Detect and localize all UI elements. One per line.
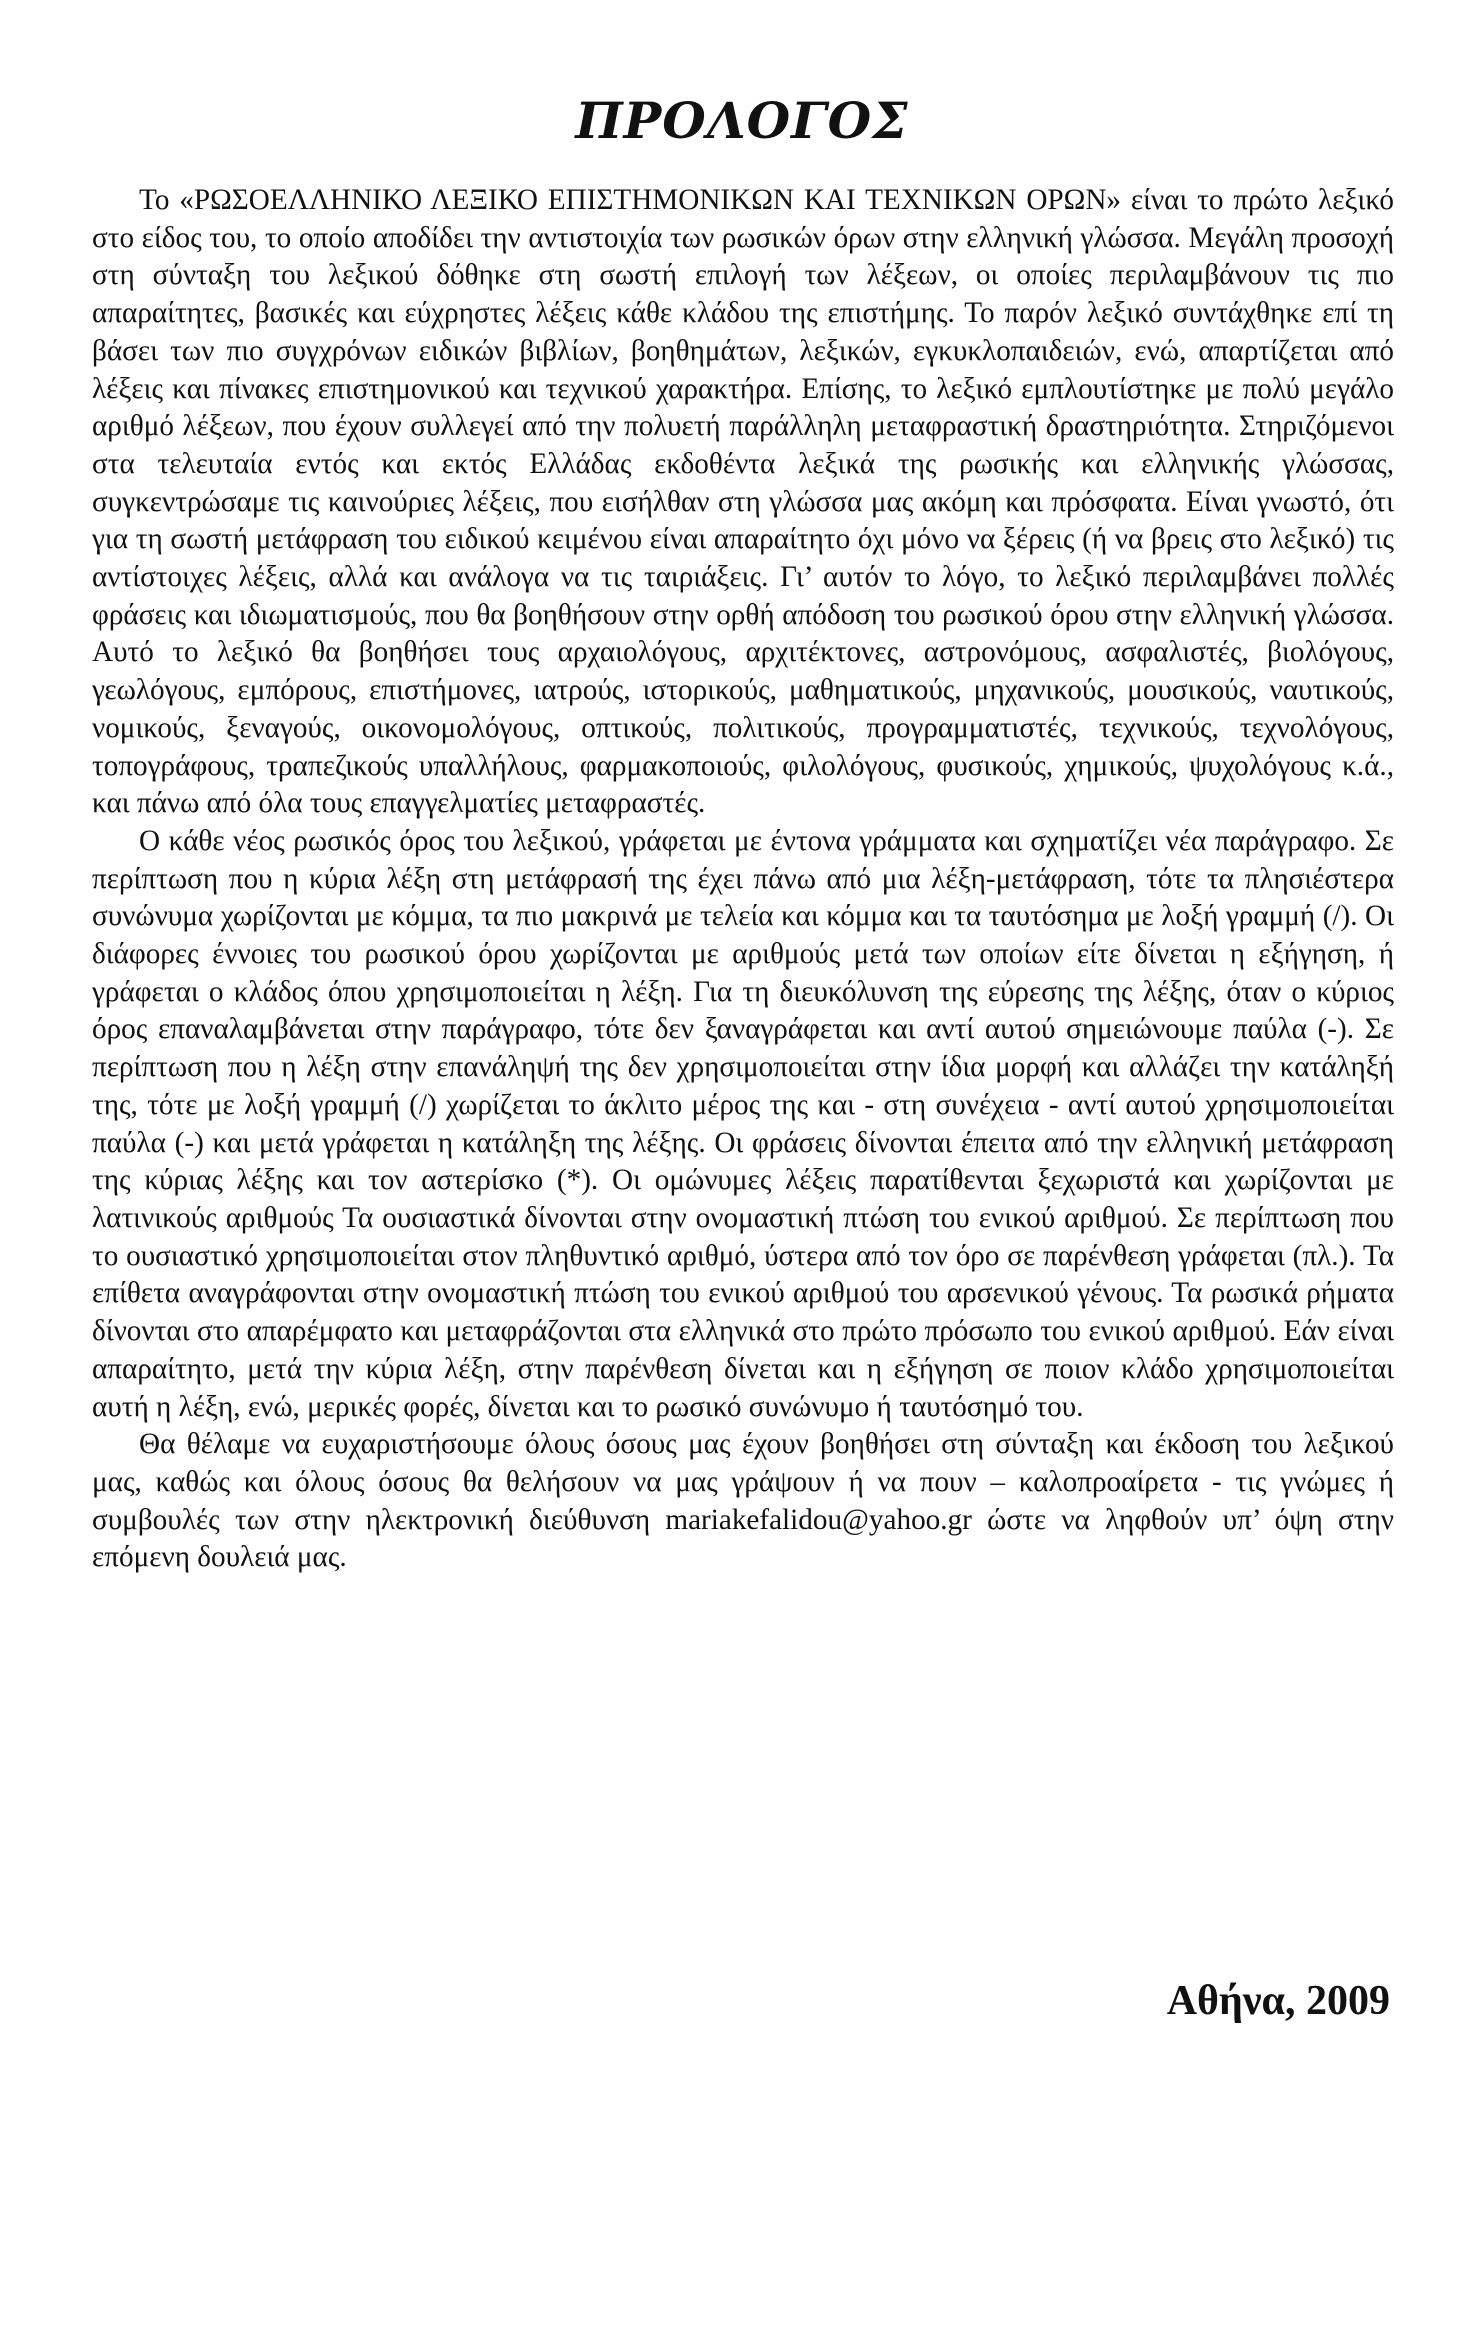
paragraph-acknowledgements: Θα θέλαμε να ευχαριστήσουμε όλους όσους μας έχουν βοηθήσει στη σύνταξη και έκδοση του λεξικού μας, καθώς και όλους όσους θα θελήσουν να μας γράψουν ή να πουν – καλοπροαίρετα - τις γνώμες ή συμβουλές των στην ηλεκτρονική διεύθυνση mariakefalidou@yahoo.gr ώστε να ληφθούν υπ’ όψη στην επόμενη δουλειά μας. <box>92 1428 1394 1574</box>
paragraph-intro: Το «ΡΩΣΟΕΛΛΗΝΙΚΟ ΛΕΞΙΚΟ ΕΠΙΣΤΗΜΟΝΙΚΩΝ ΚΑΙ ΤΕΧΝΙΚΩΝ ΟΡΩΝ» είναι το πρώτο λεξικό στο είδος του, το οποίο αποδίδει την αντιστοιχία των ρωσικών όρων στην ελληνική γλώσσα. Μεγάλη προσοχή στη σύνταξη του λεξικού δόθηκε στη σωστή επιλογή των λέξεων, οι οποίες περιλαμβάνουν τις πιο απαραίτητες, βασικές και εύχρηστες λέξεις κάθε κλάδου της επιστήμης. Το παρόν λεξικό συντάχθηκε επί τη βάσει των πιο συγχρόνων ειδικών βιβλίων, βοηθημάτων, λεξικών, εγκυκλοπαιδειών, ενώ, απαρτίζεται από λέξεις και πίνακες επιστημονικού και τεχνικού χαρακτήρα. Επίσης, το λεξικό εμπλουτίστηκε με πολύ μεγάλο αριθμό λέξεων, που έχουν συλλεγεί από την πολυετή παράλληλη μεταφραστική δραστηριότητα. Στηριζόμενοι στα τελευταία εντός και εκτός Ελλάδας εκδοθέντα λεξικά της ρωσικής και ελληνικής γλώσσας, συγκεντρώσαμε τις καινούριες λέξεις, που εισήλθαν στη γλώσσα μας ακόμη και πρόσφατα. Είναι γνωστό, ότι για τη σωστή μετάφραση του ειδικού κειμένου είναι απαραίτητο όχι μόνο να ξέρεις (ή να βρεις στο λεξικό) τις αντίστοιχες λέξεις, αλλά και ανάλογα να τις ταιριάξεις. Γι’ αυτόν το λόγο, το λεξικό περιλαμβάνει πολλές φράσεις και ιδιωματισμούς, που θα βοηθήσουν στην ορθή απόδοση του ρωσικού όρου στην ελληνική γλώσσα. Αυτό το λεξικό θα βοηθήσει τους αρχαιολόγους, αρχιτέκτονες, αστρονόμους, ασφαλιστές, βιολόγους, γεωλόγους, εμπόρους, επιστήμονες, ιατρούς, ιστορικούς, μαθηματικούς, μηχανικούς, μουσικούς, ναυτικούς, νομικούς, ξεναγούς, οικονομολόγους, οπτικούς, πολιτικούς, προγραμματιστές, τεχνικούς, τεχνολόγους, τοπογράφους, τραπεζικούς υπαλλήλους, φαρμακοποιούς, φιλολόγους, φυσικούς, χημικούς, ψυχολόγους κ.ά., και πάνω από όλα τους επαγγελματίες μεταφραστές. <box>92 184 1394 820</box>
page-title: ΠΡΟΛΟΓΟΣ <box>575 91 909 150</box>
paragraph-conventions: Ο κάθε νέος ρωσικός όρος του λεξικού, γράφεται με έντονα γράμματα και σχηματίζει νέα παράγραφο. Σε περίπτωση που η κύρια λέξη στη μετάφρασή της έχει πάνω από μια λέξη-μετάφραση, τότε τα πλησιέστερα συνώνυμα χωρίζονται με κόμμα, τα πιο μακρινά με τελεία και κόμμα και τα ταυτόσημα με λοξή γραμμή (/). Οι διάφορες έννοιες του ρωσικού όρου χωρίζονται με αριθμούς μετά των οποίων είτε δίνεται η εξήγηση, ή γράφεται ο κλάδος όπου χρησιμοποιείται η λέξη. Για τη διευκόλυνση της εύρεσης της λέξης, όταν ο κύριος όρος επαναλαμβάνεται στην παράγραφο, τότε δεν ξαναγράφεται και αντί αυτού σημειώνουμε παύλα (-). Σε περίπτωση που η λέξη στην επανάληψή της δεν χρησιμοποιείται στην ίδια μορφή και αλλάζει την κατάληξή της, τότε με λοξή γραμμή (/) χωρίζεται το άκλιτο μέρος της και - στη συνέχεια - αντί αυτού χρησιμοποιείται παύλα (-) και μετά γράφεται η κατάληξη της λέξης. Οι φράσεις δίνονται έπειτα από την ελληνική μετάφραση της κύριας λέξης και τον αστερίσκο (*). Οι ομώνυμες λέξεις παρατίθενται ξεχωριστά και χωρίζονται με λατινικούς αριθμούς Τα ουσιαστικά δίνονται στην ονομαστική πτώση του ενικού αριθμού. Σε περίπτωση που το ουσιαστικό χρησιμοποιείται στον πληθυντικό αριθμό, ύστερα από τον όρο σε παρένθεση γράφεται (πλ.). Τα επίθετα αναγράφονται στην ονομαστική πτώση του ενικού αριθμού του αρσενικού γένους. Τα ρωσικά ρήματα δίνονται στο απαρέμφατο και μεταφράζονται στα ελληνικά στο πρώτο πρόσωπο του ενικού αριθμού. Εάν είναι απαραίτητο, μετά την κύρια λέξη, στην παρένθεση δίνεται και η εξήγηση σε ποιον κλάδο χρησιμοποιείται αυτή η λέξη, ενώ, μερικές φορές, δίνεται και το ρωσικό συνώνυμο ή ταυτόσημό του. <box>92 824 1394 1423</box>
preface-body <box>92 182 1394 1577</box>
place-date-signature: Αθήνα, 2009 <box>1166 1978 1390 2024</box>
